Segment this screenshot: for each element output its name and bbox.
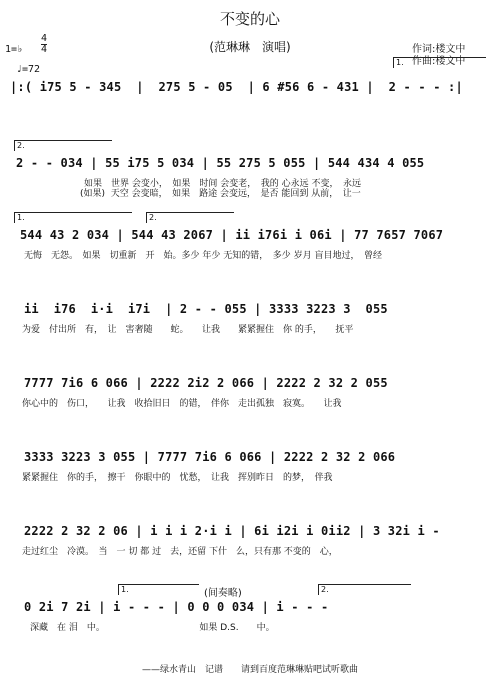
volta-first-ending-3 (118, 584, 199, 595)
score-row-3: 544 43 2 034 | 544 43 2067 | ii i76i i 06i | 77 7657 7067 (20, 228, 444, 242)
lyrics-row-2b: (如果) 天空 会变暗， 如果 路途 会变远， 是否 能回到 从前， 让一 (80, 189, 361, 199)
score-row-8: 0 2i 7 2i | i - - - | 0 0 0 034 | i - - - (24, 600, 329, 614)
volta-label: 1. (121, 585, 129, 594)
interlude-note: (间奏略) (204, 588, 242, 599)
lyrics-row-6: 紧紧握住 你的手， 擦干 你眼中的 忧愁， 让我 挥别昨日 的梦， 伴我 (22, 473, 333, 483)
time-signature-top: 4 (41, 33, 48, 44)
score-row-2: 2 - - 034 | 55 i75 5 034 | 55 275 5 055 | 544 434 4 055 (16, 156, 425, 170)
volta-first-ending (393, 57, 486, 68)
volta-label: 1. (396, 58, 404, 67)
lyrics-row-4: 为爱 付出所 有， 让 害奢随 蛇。 让我 紧紧握住 你 的手， 抚平 (22, 325, 354, 335)
volta-label: 2. (17, 141, 25, 150)
performer-subtitle: (范琳琳 演唱) (209, 40, 291, 54)
time-signature (41, 34, 47, 55)
score-row-5: 7777 7i6 6 066 | 2222 2i2 2 066 | 2222 2 32 2 055 (24, 376, 388, 390)
key-signature (5, 44, 23, 55)
volta-second-ending-3 (318, 584, 411, 595)
key-label: 1= (5, 44, 18, 55)
time-signature-bottom: 4 (41, 44, 48, 55)
volta-first-ending-2 (14, 212, 132, 223)
score-row-1: |:( i75 5 - 345 | 275 5 - 05 | 6 #56 6 - 431 | 2 - - - :| (10, 80, 463, 94)
volta-label: 2. (149, 213, 157, 222)
page-title: 不变的心 (219, 10, 280, 28)
volta-second-ending (14, 140, 112, 151)
volta-second-ending-2 (146, 212, 234, 223)
score-row-6: 3333 3223 3 055 | 7777 7i6 6 066 | 2222 2 32 2 066 (24, 450, 396, 464)
score-row-7: 2222 2 32 2 06 | i i i 2·i i | 6i i2i i 0ii2 | 3 32i i - (24, 524, 440, 538)
volta-label: 2. (321, 585, 329, 594)
score-row-4: ii i76 i·i i7i | 2 - - 055 | 3333 3223 3 055 (24, 302, 388, 316)
lyrics-row-3: 无悔 无怨。 如果 切重新 开 始。多少 年少 无知的错， 多少 岁月 盲目地过， 曾经 (24, 251, 382, 261)
transcriber-footer: ——绿水青山 记谱 请到百度范琳琳贴吧试听歌曲 (141, 665, 358, 675)
lyrics-row-2a: 如果 世界 会变小， 如果 时间 会变老， 我的 心永远 不变， 永远 (84, 179, 361, 189)
volta-label: 1. (17, 213, 25, 222)
flat-icon: ♭ (17, 44, 24, 55)
lyrics-row-5: 你心中的 伤口， 让我 收拾旧日 的错， 伴你 走出孤独 寂寞。 让我 (22, 399, 342, 409)
composer-credit: 作曲:楼文中 (412, 56, 466, 67)
lyrics-row-8: 深藏 在 泪 中。 如果 D.S. 中。 (30, 623, 275, 633)
lyricist-credit: 作词:楼文中 (412, 44, 466, 55)
tempo-mark: ♩=72 (16, 64, 41, 75)
lyrics-row-7: 走过红尘 冷漠。 当 一 切 都 过 去，还留 下什 么，只有那 不变的 心， (22, 547, 338, 557)
